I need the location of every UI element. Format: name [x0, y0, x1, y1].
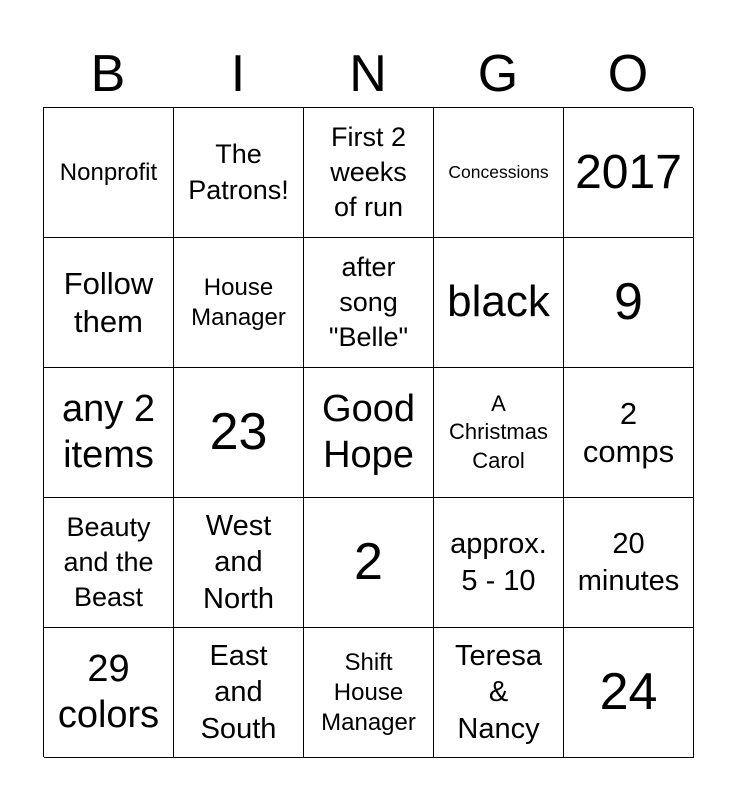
header-letter-i: I: [230, 45, 246, 103]
bingo-cell-r5-c2[interactable]: East and South: [174, 628, 304, 758]
bingo-cell-r2-c1[interactable]: Follow them: [44, 238, 174, 368]
bingo-cell-r3-c3[interactable]: Good Hope: [304, 368, 434, 498]
bingo-cell-r2-c4[interactable]: black: [434, 238, 564, 368]
bingo-cell-r3-c2[interactable]: 23: [174, 368, 304, 498]
bingo-cell-r3-c4[interactable]: A Christmas Carol: [434, 368, 564, 498]
bingo-cell-r1-c1[interactable]: Nonprofit: [44, 108, 174, 238]
bingo-cell-r4-c4[interactable]: approx. 5 - 10: [434, 498, 564, 628]
bingo-board: [43, 107, 693, 757]
bingo-cell-r2-c3[interactable]: after song "Belle": [304, 238, 434, 368]
bingo-cell-r3-c5[interactable]: 2 comps: [564, 368, 694, 498]
header-letter-g: G: [477, 45, 519, 103]
bingo-cell-r1-c4[interactable]: Concessions: [434, 108, 564, 238]
header-letter-b: B: [90, 45, 126, 103]
bingo-cell-r3-c1[interactable]: any 2 items: [44, 368, 174, 498]
bingo-cell-r5-c1[interactable]: 29 colors: [44, 628, 174, 758]
bingo-cell-r5-c4[interactable]: Teresa & Nancy: [434, 628, 564, 758]
bingo-cell-r2-c2[interactable]: House Manager: [174, 238, 304, 368]
bingo-cell-r4-c1[interactable]: Beauty and the Beast: [44, 498, 174, 628]
bingo-cell-r5-c3[interactable]: Shift House Manager: [304, 628, 434, 758]
bingo-cell-r1-c2[interactable]: The Patrons!: [174, 108, 304, 238]
bingo-cell-r4-c3[interactable]: 2: [304, 498, 434, 628]
header-letter-n: N: [349, 45, 387, 103]
bingo-header: [43, 40, 693, 108]
bingo-cell-r5-c5[interactable]: 24: [564, 628, 694, 758]
header-letter-o: O: [607, 45, 649, 103]
bingo-cell-r1-c3[interactable]: First 2 weeks of run: [304, 108, 434, 238]
bingo-cell-r2-c5[interactable]: 9: [564, 238, 694, 368]
bingo-cell-r4-c2[interactable]: West and North: [174, 498, 304, 628]
bingo-cell-r1-c5[interactable]: 2017: [564, 108, 694, 238]
bingo-cell-r4-c5[interactable]: 20 minutes: [564, 498, 694, 628]
